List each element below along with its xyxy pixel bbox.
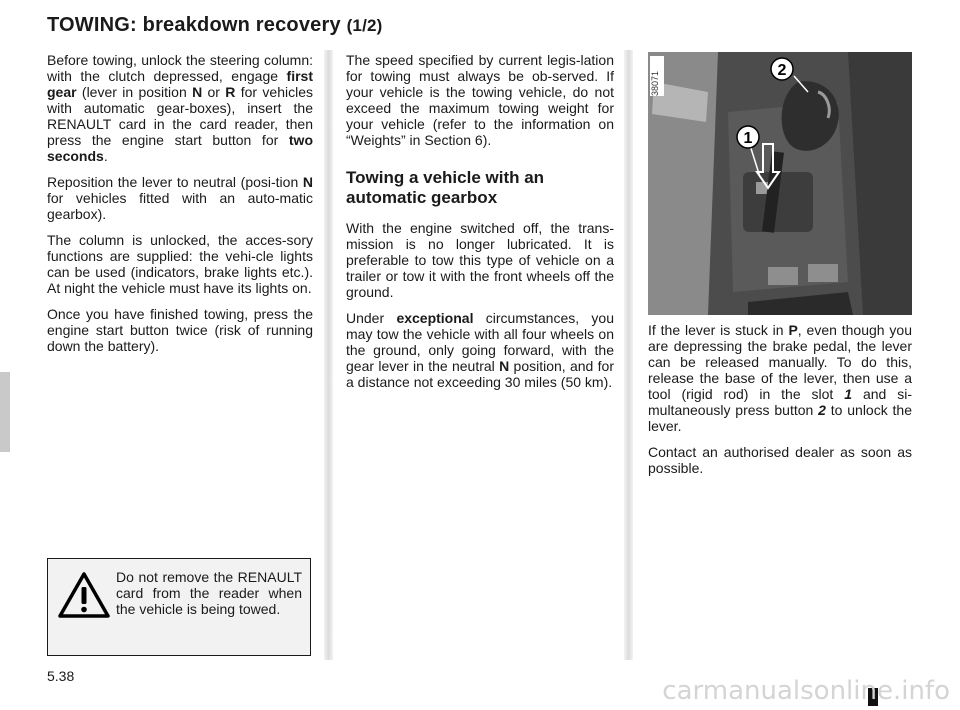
column-2 [346,52,614,400]
callout-2-label: 2 [777,62,787,79]
col3-paragraph-2: Contact an authorised dealer as soon as possible. [648,444,912,476]
page-number: 5.38 [47,668,75,684]
gear-lever-photo [648,52,912,315]
warning-box [47,558,311,656]
callout-1-label: 1 [743,130,753,147]
title-text: TOWING: breakdown recovery [47,14,341,36]
column-divider-1 [324,50,333,660]
col1-paragraph-1: Before towing, unlock the steering column: with the clutch depressed, engage first gear (lever in position N or R for vehicles with automatic gear-boxes), insert the RENAULT card in the card reader, then press the engine start button for two seconds. [47,52,313,164]
watermark: carmanualsonline.info [662,676,950,706]
col2-paragraph-3: Under exceptional circumstances, you may tow the vehicle with all four wheels on the ground, only going forward, with the gear lever in the neutral N position, and for a distance not exceeding 30 miles (50 km). [346,310,614,390]
col3-paragraph-1: If the lever is stuck in P, even though you are depressing the brake pedal, the lever can be released manually. To do this, release the base of the lever, then use a tool (rigid rod) in the slot 1 and si-multaneously press button 2 to unlock the lever. [648,322,913,434]
col1-paragraph-2: Reposition the lever to neutral (posi-tion N for vehicles fitted with an auto-matic gearbox). [47,174,313,222]
gear-lever-illustration [648,52,912,315]
col1-paragraph-3: The column is unlocked, the acces-sory functions are supplied: the vehi-cle lights can be used (indicators, brake lights etc.). At night the vehicle must have its lights on. [47,232,313,296]
col2-paragraph-1: The speed specified by current legis-lation for towing must always be ob-served. If your vehicle is the towing vehicle, do not exceed the maximum towing weight for your vehicle (refer to the information on “Weights” in Section 6). [346,52,614,148]
figure-number: 38071 [650,56,664,96]
column-3 [648,322,912,486]
section-tab [0,372,10,452]
column-1 [47,52,313,364]
title-part: (1/2) [346,16,383,35]
col2-paragraph-2: With the engine switched off, the trans-mission is no longer lubricated. It is preferable to tow this type of vehicle on a trailer or tow it with the front wheels off the ground. [346,220,614,300]
section-heading: Towing a vehicle with an automatic gearbox [346,168,545,207]
page-title [47,14,383,37]
col1-paragraph-4: Once you have finished towing, press the engine start button twice (risk of running down the battery). [47,306,313,354]
warning-triangle-icon [58,571,110,619]
column-divider-2 [624,50,633,660]
warning-text: Do not remove the RENAULT card from the reader when the vehicle is being towed. [116,569,302,617]
